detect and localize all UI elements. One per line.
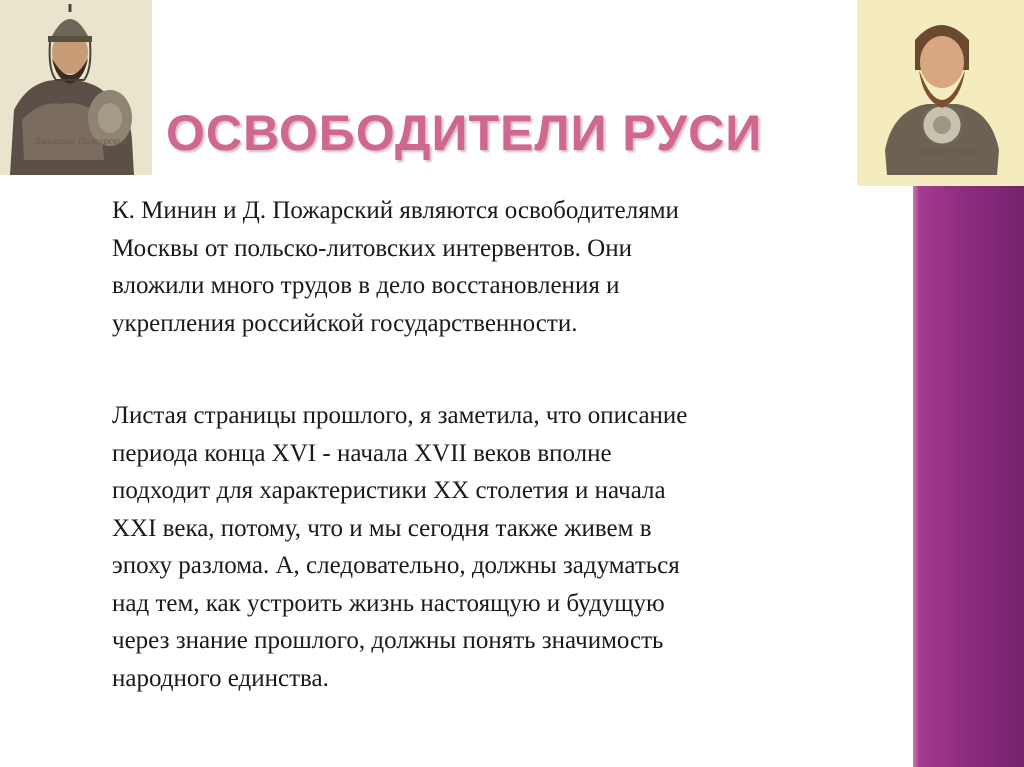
paragraph-line: подходит для характеристики XX столетия и начала: [112, 477, 666, 504]
paragraph-line: К. Минин и Д. Пожарский являются освободителями: [112, 197, 679, 224]
portrait-minin: [857, 0, 1024, 186]
slide-title: ОСВОБОДИТЕЛИ РУСИ: [166, 105, 763, 161]
paragraph-line: вложили много трудов в дело восстановления и: [112, 272, 620, 299]
paragraph-line: над тем, как устроить жизнь настоящую и будущую: [112, 589, 665, 617]
portrait-right-caption: Кузьма Минин: [919, 147, 982, 156]
bearded-man-portrait-image: [857, 0, 1024, 186]
paragraph-line: Москвы от польско-литовских интервентов. Они: [112, 234, 632, 262]
portrait-left-caption: Дмитрий Пожарский: [34, 137, 129, 146]
reflection-paragraph: [112, 397, 852, 697]
intro-paragraph: [112, 192, 832, 342]
portrait-pozharsky: [0, 0, 152, 175]
paragraph-line: периода конца XVI - начала XVII веков вполне: [112, 439, 612, 467]
accent-side-bar-edge: [913, 186, 919, 767]
warrior-helmet-portrait-image: [0, 0, 152, 175]
paragraph-line: народного единства.: [112, 664, 329, 692]
paragraph-line: укрепления российской государственности.: [112, 309, 578, 337]
paragraph-line: через знание прошлого, должны понять значимость: [112, 627, 664, 654]
accent-side-bar: [913, 186, 1024, 767]
paragraph-line: XXI века, потому, что и мы сегодня также живем в: [112, 514, 652, 542]
paragraph-line: эпоху разлома. А, следовательно, должны задуматься: [112, 552, 680, 579]
paragraph-line: Листая страницы прошлого, я заметила, что описание: [112, 402, 688, 429]
